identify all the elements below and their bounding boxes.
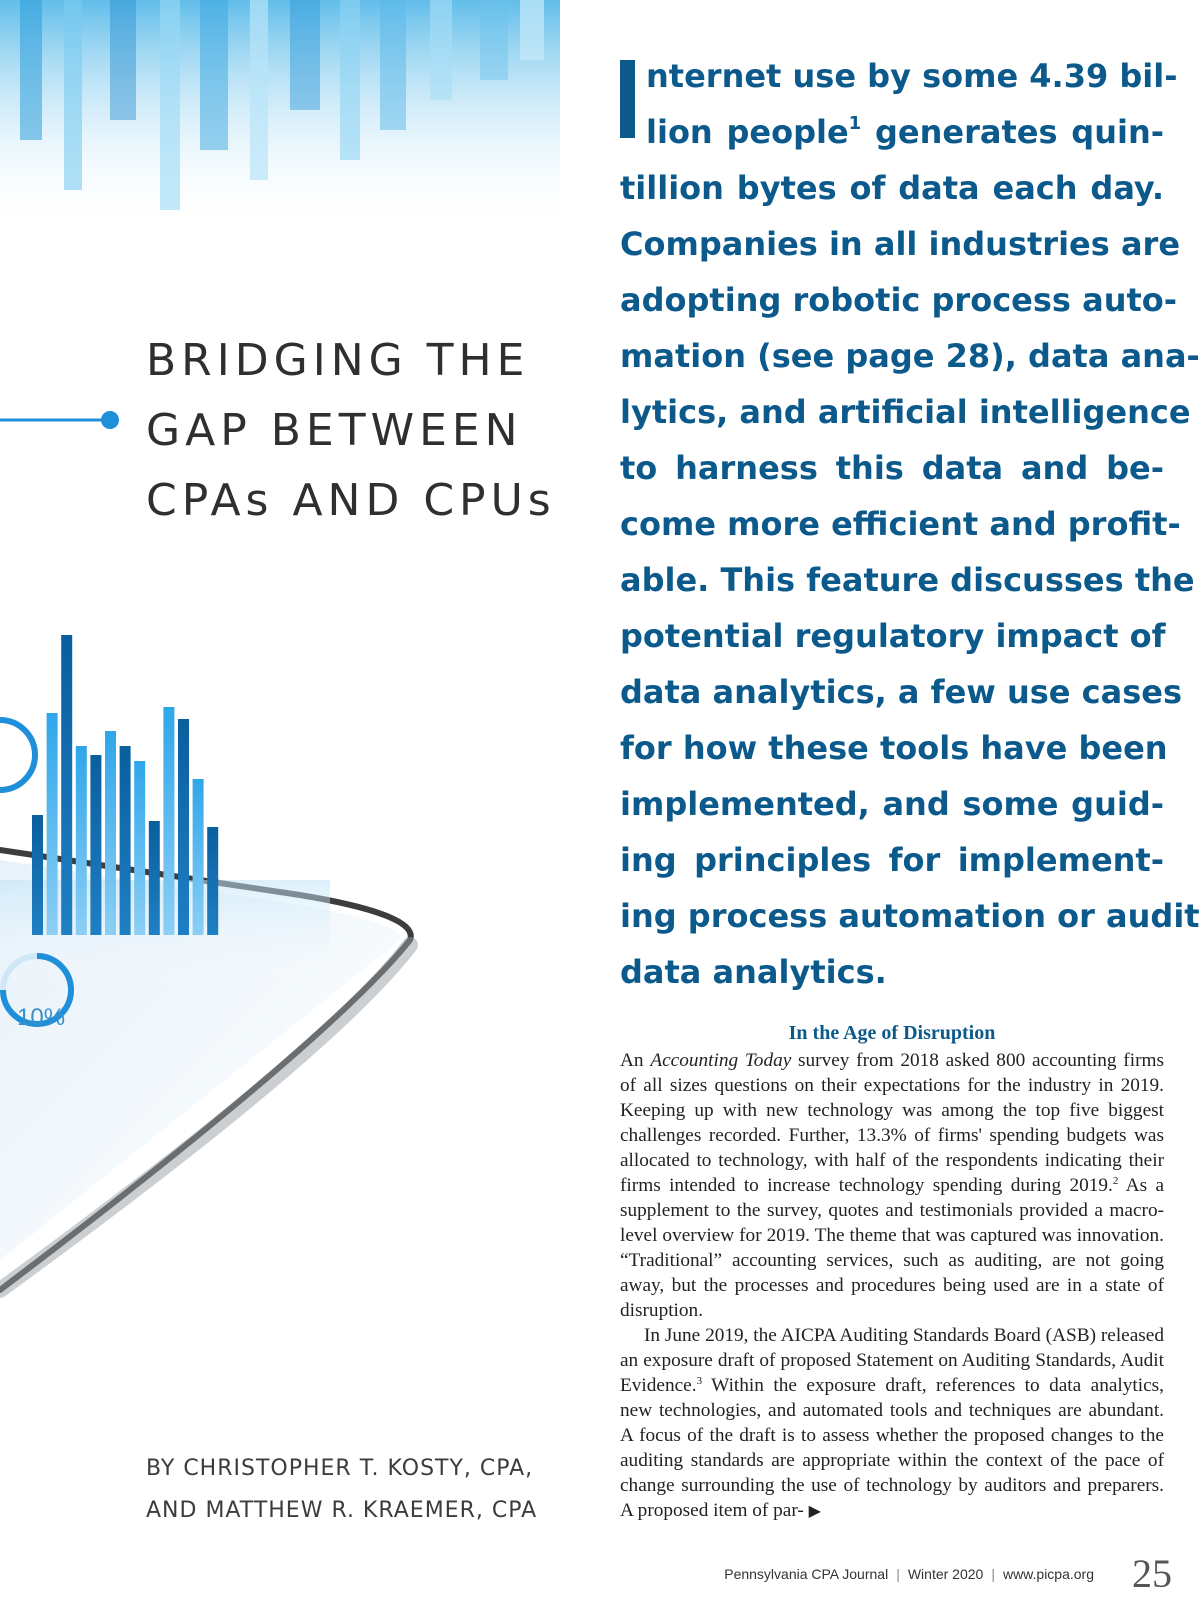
percentage-label: 10% (17, 1004, 66, 1031)
publication-title: Pennsylvania CPA Journal (724, 1566, 889, 1582)
body-paragraph: An Accounting Today survey from 2018 asked 800 accounting firms of all sizes questions on their expectations for the industry in 2019. Keeping up with new technology was among the top five biggest challenges recorded. Further, 13.3% of firms' spending budgets was allocated to technology, with half of the respondents indicating their firms intended to increase technology spending during 2019.$^2$ As a supplement to the survey, quotes and testimonials provided a macro-level overview for 2019. The theme that was captured was innovation. “Traditional” accounting services, such as auditing, are not going away, but the processes and procedures being used are in a state of disruption. (620, 1050, 1164, 1321)
decorative-bar (193, 779, 204, 935)
title-connector-line (0, 411, 119, 429)
lead-line: nternet use by some 4.39 bil- (646, 57, 1178, 95)
lead-paragraph (620, 48, 1200, 1000)
decorative-bar (32, 815, 43, 935)
footnote-ref: 3 (696, 1375, 703, 1387)
drop-cap (620, 60, 635, 138)
footer-separator: | (991, 1566, 995, 1582)
title-line: BRIDGING THE (146, 335, 530, 386)
website-link[interactable]: www.picpa.org (1002, 1566, 1094, 1582)
lead-line: data analytics, a few use cases (620, 673, 1182, 711)
decorative-bar (76, 746, 87, 935)
byline (146, 1448, 537, 1532)
decorative-bar (61, 635, 72, 935)
decorative-bar (120, 746, 131, 935)
lead-line: Companies in all industries are (620, 225, 1181, 263)
section-heading: In the Age of Disruption (788, 1022, 996, 1044)
lead-line: come more efficient and profit- (620, 505, 1181, 543)
lead-line: potential regulatory impact of (620, 617, 1166, 655)
footnote-ref: 2 (1112, 1175, 1119, 1187)
article-title (146, 326, 556, 536)
lead-line: tillion bytes of data each day. (620, 169, 1164, 207)
footnote-ref: 1 (848, 113, 862, 134)
page-number: 25 (1132, 1551, 1172, 1596)
body-paragraph: In June 2019, the AICPA Auditing Standards Board (ASB) released an exposure draft of proposed Statement on Auditing Standards, Audit Evidence.$^3$ Within the exposure draft, references to data analytics, new technologies, and automated tools and techniques are abundant. A focus of the draft is to assess whether the proposed changes to the auditing standards are appropriate within the context of the pace of change surrounding the use of technology by auditors and preparers. A proposed item of par- ▶ (620, 1325, 1164, 1521)
continue-arrow-icon: ▶ (808, 1503, 821, 1520)
decorative-bar (163, 707, 174, 935)
partial-ring-decoration (0, 720, 35, 790)
lead-line: mation (see page 28), data ana- (620, 337, 1200, 375)
title-line: GAP BETWEEN (146, 405, 523, 456)
byline-line: AND MATTHEW R. KRAEMER, CPA (146, 1498, 538, 1523)
decorative-bar (149, 821, 160, 935)
publication-name: Accounting Today (650, 1050, 792, 1071)
byline-line: BY CHRISTOPHER T. KOSTY, CPA, (146, 1456, 534, 1481)
lead-line: ing principles for implement- (620, 841, 1164, 879)
pixel-sky-decoration (0, 0, 560, 230)
page-footer (724, 1566, 1094, 1582)
lead-line: data analytics. (620, 953, 887, 991)
decorative-bar (90, 755, 101, 935)
lead-line: implemented, and some guid- (620, 785, 1164, 823)
title-line: CPAs AND CPUs (146, 475, 556, 526)
body-text (620, 1048, 1164, 1524)
issue-date: Winter 2020 (907, 1566, 984, 1582)
lead-line: lytics, and artificial intelligence (620, 393, 1191, 431)
lead-line: adopting robotic process auto- (620, 281, 1178, 319)
decorative-bar (105, 731, 116, 935)
decorative-bar (47, 713, 58, 935)
lead-line: lion people$^1$ generates quin- (646, 113, 1165, 151)
decorative-bar (178, 719, 189, 935)
decorative-bar (207, 827, 218, 935)
lead-line: to harness this data and be- (620, 449, 1164, 487)
footer-separator: | (896, 1566, 900, 1582)
lead-line: able. This feature discusses the (620, 561, 1195, 599)
decorative-bar (134, 761, 145, 935)
lead-paragraph-block (620, 48, 1200, 1000)
lead-line: for how these tools have been (620, 729, 1168, 767)
lead-line: ing process automation or audit (620, 897, 1200, 935)
